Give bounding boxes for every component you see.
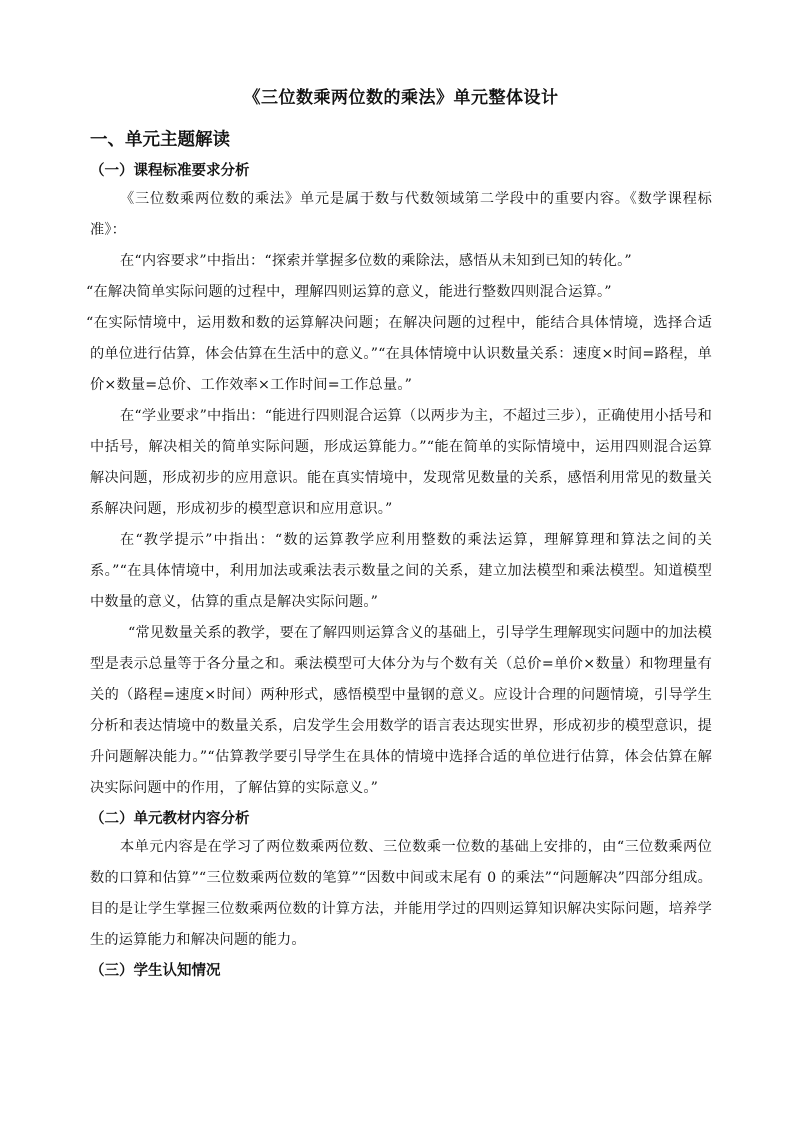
subsection-heading-curriculum: （一）课程标准要求分析 [90, 163, 250, 179]
paragraph-curriculum-intro: 《三位数乘两位数的乘法》单元是属于数与代数领域第二学段中的重要内容。《数学课程标准》： [90, 191, 712, 238]
document-page [86, 86, 712, 984]
subsection-heading-student-cognition: （三）学生认知情况 [90, 963, 221, 979]
paragraph-quantity-relations: “常见数量关系的教学，要在了解四则运算含义的基础上，引导学生理解现实问题中的加法模型是表示总量等于各分量之和。乘法模型可大体分为与个数有关（总价=单价×数量）和物理量有关的（路程=速度×时间）两种形式，感悟模型中量钢的意义。应设计合理的问题情境，引导学生分析和表达情境中的数量关系，启发学生会用数学的语言表达现实世界，形成初步的模型意识，提升问题解决能力。”“估算教学要引导学生在具体的情境中选择合适的单位进行估算，体会估算在解决实际问题中的作用，了解估算的实际意义。” [90, 625, 712, 796]
paragraph-textbook-content: 本单元内容是在学习了两位数乘两位数、三位数乘一位数的基础上安排的，由“三位数乘两位数的口算和估算”“三位数乘两位数的笔算”“因数中间或末尾有 0 的乘法”“问题解决”四部分组成。目的是让学生掌握三位数乘两位数的计算方法，并能用学过的四则运算知识解决实际问题，培养学生的运算能力和解决问题的能力。 [90, 839, 712, 948]
paragraph-four-operations: “在解决简单实际问题的过程中，理解四则运算的意义，能进行整数四则混合运算。” [86, 284, 612, 300]
document-title: 《三位数乘两位数的乘法》单元整体设计 [243, 88, 559, 108]
paragraph-estimation-context: “在实际情境中，运用数和数的运算解决问题；在解决问题的过程中，能结合具体情境，选择合适的单位进行估算，体会估算在生活中的意义。”“在具体情境中认识数量关系：速度×时间=路程，单价×数量=总价、工作效率×工作时间=工作总量。” [86, 315, 712, 393]
paragraph-teaching-tips: 在“教学提示”中指出：“数的运算教学应利用整数的乘法运算，理解算理和算法之间的关系。”“在具体情境中，利用加法或乘法表示数量之间的关系，建立加法模型和乘法模型。知道模型中数量的意义，估算的重点是解决实际问题。” [90, 532, 712, 610]
paragraph-content-requirements: 在“内容要求”中指出：“探索并掌握多位数的乘除法，感悟从未知到已知的转化。” [120, 253, 632, 269]
paragraph-academic-requirements: 在“学业要求”中指出：“能进行四则混合运算（以两步为主，不超过三步），正确使用小括号和中括号，解决相关的简单实际问题，形成运算能力。”“能在简单的实际情境中，运用四则混合运算解决问题，形成初步的应用意识。能在真实情境中，发现常见数量的关系，感悟利用常见的数量关系解决问题，形成初步的模型意识和应用意识。” [90, 408, 712, 517]
subsection-heading-textbook-content: （二）单元教材内容分析 [90, 811, 250, 827]
section-heading-unit-theme: 一、单元主题解读 [90, 130, 230, 150]
